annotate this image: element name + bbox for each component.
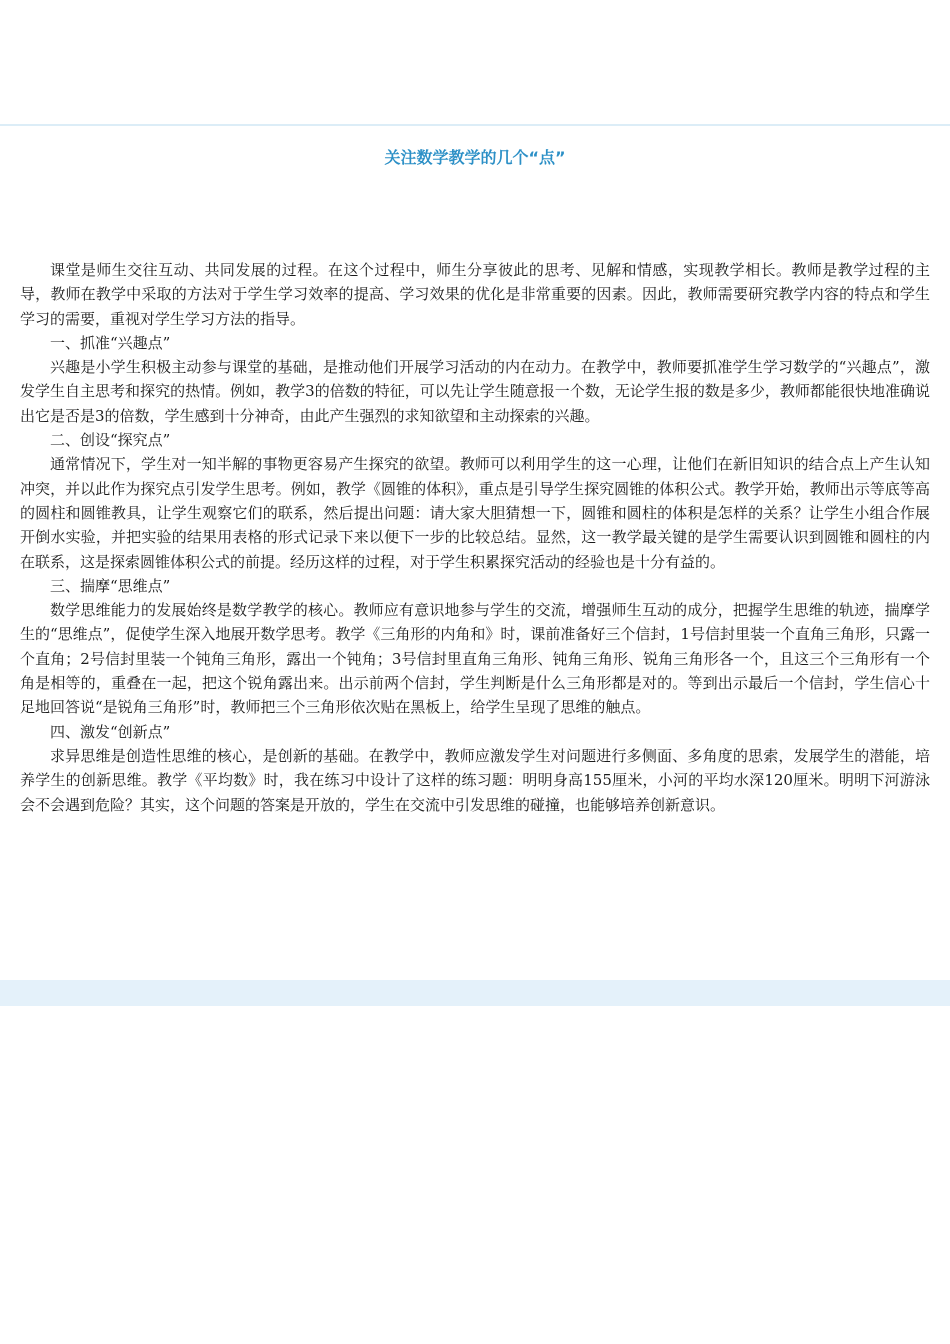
footer-band xyxy=(0,980,950,1006)
section-heading-3: 三、揣摩“思维点” xyxy=(50,576,171,595)
page-title: 关注数学教学的几个“点” xyxy=(384,148,566,167)
header-divider xyxy=(0,124,950,126)
section-heading-1: 一、抓准“兴趣点” xyxy=(50,333,171,352)
paragraph-interest: 兴趣是小学生积极主动参与课堂的基础，是推动他们开展学习活动的内在动力。在教学中，教师要抓准学生学习数学的“兴趣点”，激发学生自主思考和探究的热情。例如，教学3的倍数的特征，可以先让学生随意报一个数，无论学生报的数是多少，教师都能很快地准确说出它是否是3的倍数，学生感到十分神奇，由此产生强烈的求知欲望和主动探索的兴趣。 xyxy=(20,358,930,425)
paragraph-inquiry: 通常情况下，学生对一知半解的事物更容易产生探究的欲望。教师可以利用学生的这一心理，让他们在新旧知识的结合点上产生认知冲突，并以此作为探究点引发学生思考。例如，教学《圆锥的体积》，重点是引导学生探究圆锥的体积公式。教学开始，教师出示等底等高的圆柱和圆锥教具，让学生观察它们的联系，然后提出问题：请大家大胆猜想一下，圆锥和圆柱的体积是怎样的关系？让学生小组合作展开倒水实验，并把实验的结果用表格的形式记录下来以便下一步的比较总结。显然，这一教学最关键的是学生需要认识到圆锥和圆柱的内在联系，这是探索圆锥体积公式的前提。经历这样的过程，对于学生积累探究活动的经验也是十分有益的。 xyxy=(20,455,930,571)
paragraph-thinking: 数学思维能力的发展始终是数学教学的核心。教师应有意识地参与学生的交流，增强师生互动的成分，把握学生思维的轨迹，揣摩学生的“思维点”，促使学生深入地展开数学思考。教学《三角形的内角和》时，课前准备好三个信封，1号信封里装一个直角三角形，只露一个直角；2号信封里装一个钝角三角形，露出一个钝角；3号信封里直角三角形、钝角三角形、锐角三角形各一个，且这三个三角形有一个角是相等的，重叠在一起，把这个锐角露出来。出示前两个信封，学生判断是什么三角形都是对的。等到出示最后一个信封，学生信心十足地回答说“是锐角三角形”时，教师把三个三角形依次贴在黑板上，给学生呈现了思维的触点。 xyxy=(20,601,930,717)
paragraph-intro: 课堂是师生交往互动、共同发展的过程。在这个过程中，师生分享彼此的思考、见解和情感，实现教学相长。教师是教学过程的主导，教师在教学中采取的方法对于学生学习效率的提高、学习效果的优化是非常重要的因素。因此，教师需要研究教学内容的特点和学生学习的需要，重视对学生学习方法的指导。 xyxy=(20,261,930,328)
paragraph-innovation: 求异思维是创造性思维的核心，是创新的基础。在教学中，教师应激发学生对问题进行多侧面、多角度的思索，发展学生的潜能，培养学生的创新思维。教学《平均数》时，我在练习中设计了这样的练习题：明明身高155厘米，小河的平均水深120厘米。明明下河游泳会不会遇到危险？其实，这个问题的答案是开放的，学生在交流中引发思维的碰撞，也能够培养创新意识。 xyxy=(20,746,930,814)
section-heading-2: 二、创设“探究点” xyxy=(50,431,171,450)
section-heading-4: 四、激发“创新点” xyxy=(50,722,171,741)
article-body xyxy=(20,258,930,817)
